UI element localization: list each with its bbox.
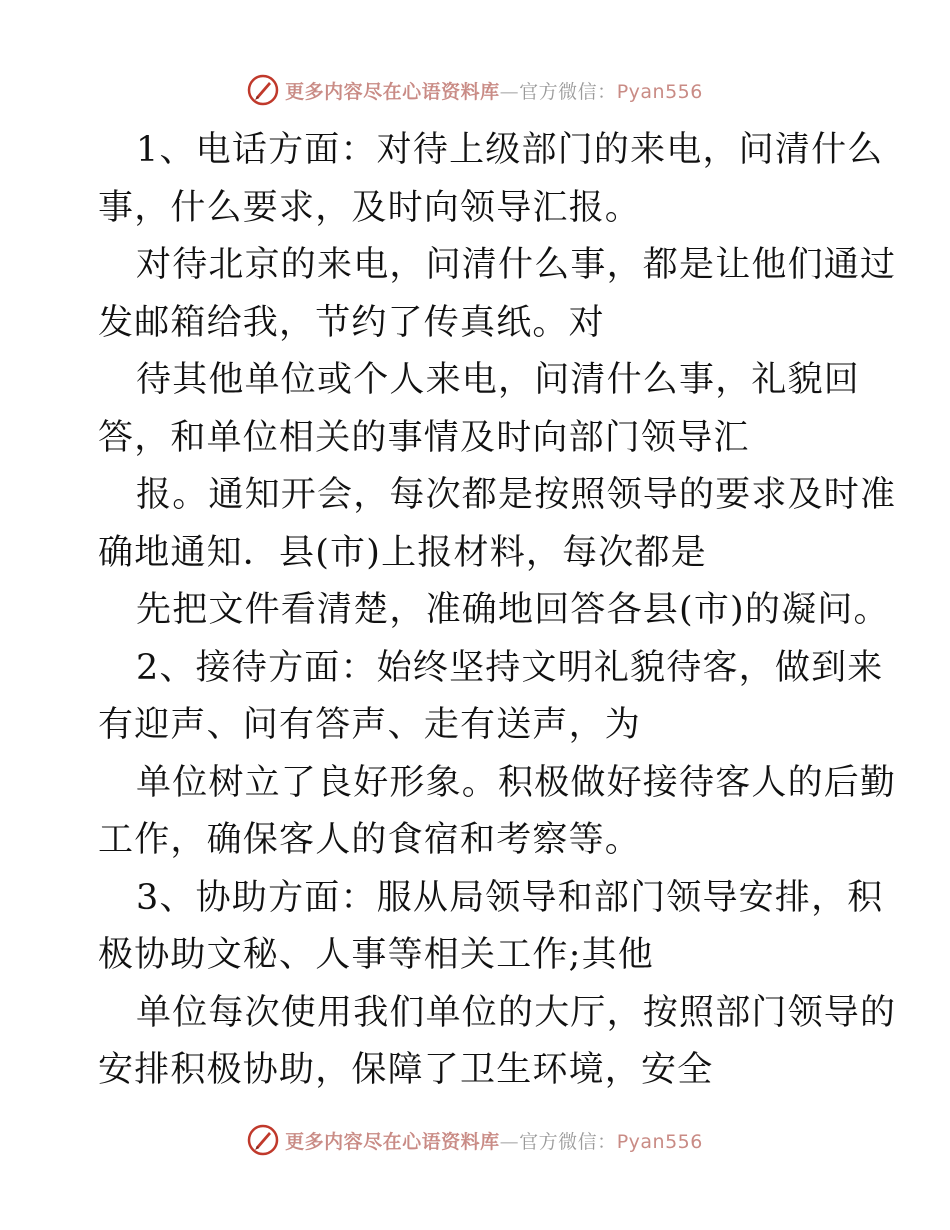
text-line: 2、接待方面：始终坚持文明礼貌待客，做到来 [136,647,884,688]
document-body [98,122,897,1100]
text-line: 工作，确保客人的食宿和考察等。 [98,820,642,860]
quill-logo-icon [247,1124,279,1156]
text-line: 报。通知开会，每次都是按照领导的要求及时准 [136,475,897,515]
text-line: 事，什么要求，及时向领导汇报。 [98,187,642,228]
watermark-label: 官方微信： [519,80,617,103]
watermark-text [285,1127,703,1154]
text-line: 答，和单位相关的事情及时向部门领导汇 [98,417,750,458]
watermark-site: 更多内容尽在心语资料库 [285,1130,500,1153]
footer-watermark [0,1120,950,1160]
text-line: 单位每次使用我们单位的大厅，按照部门领导的 [136,992,897,1033]
header-watermark [0,70,950,110]
text-line: 确地通知．县(市)上报材料，每次都是 [98,532,707,573]
text-line: 先把文件看清楚，准确地回答各县(市)的凝问。 [136,590,890,630]
watermark-wechat-id: Pyan556 [616,1130,703,1153]
watermark-label: 官方微信： [519,1130,617,1153]
text-line: 发邮箱给我，节约了传真纸。对 [98,302,605,343]
watermark-text [285,77,703,104]
watermark-site: 更多内容尽在心语资料库 [285,80,500,103]
quill-logo-icon [247,74,279,106]
text-line: 极协助文秘、人事等相关工作;其他 [98,935,654,975]
text-line: 单位树立了良好形象。积极做好接待客人的后勤 [136,762,897,803]
text-line: 3、协助方面：服从局领导和部门领导安排，积 [136,877,884,918]
watermark-separator: — [499,1130,520,1153]
text-line: 1、电话方面：对待上级部门的来电，问清什么 [136,130,884,170]
text-line: 安排积极协助，保障了卫生环境，安全 [98,1050,714,1090]
text-line: 有迎声、问有答声、走有送声，为 [98,705,642,745]
text-line: 对待北京的来电，问清什么事，都是让他们通过 [136,245,897,285]
text-line: 待其他单位或个人来电，问清什么事，礼貌回 [136,360,861,400]
watermark-wechat-id: Pyan556 [616,80,703,103]
watermark-separator: — [499,80,520,103]
